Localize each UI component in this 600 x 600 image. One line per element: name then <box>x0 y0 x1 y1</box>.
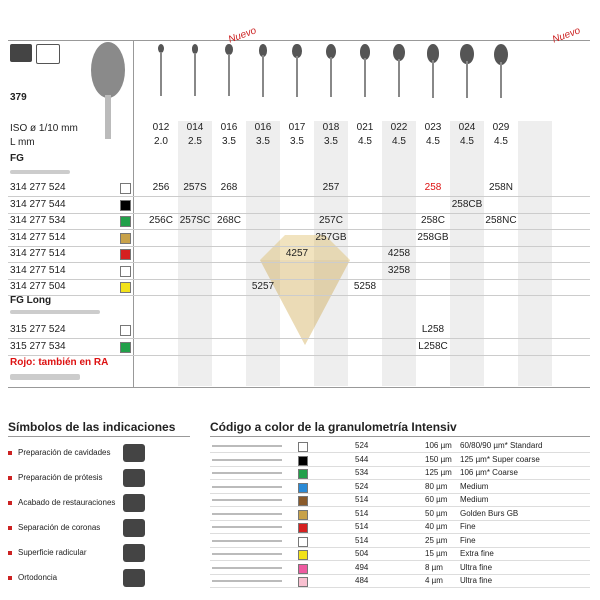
grit-standard: 106 µm* Coarse <box>460 468 518 477</box>
grit-code: 514 <box>355 522 369 531</box>
grit-color-swatch <box>298 510 308 520</box>
bur-shank-image <box>212 472 282 474</box>
article-code: 257S <box>183 182 207 193</box>
grit-code: 494 <box>355 562 369 572</box>
indication-item <box>8 567 188 589</box>
fg-row <box>8 213 590 230</box>
grit-color-swatch <box>298 523 308 533</box>
iso-size: 016 <box>220 122 238 133</box>
bur-shank-image <box>212 526 282 528</box>
fg-shank-image <box>10 170 70 174</box>
bullet-icon <box>8 526 12 530</box>
bur-shank-image <box>212 486 282 488</box>
article-code: 258N <box>489 182 513 193</box>
bur-shank-image <box>212 499 282 501</box>
grit-standard: Ultra fine <box>460 576 493 585</box>
grit-color-swatch <box>298 537 308 547</box>
grit-code: 544 <box>355 454 369 464</box>
grit-size: 25 µm <box>425 535 448 545</box>
fg-row <box>8 180 590 197</box>
fg-row <box>8 279 590 296</box>
article-code: 5258 <box>353 281 377 292</box>
iso-size: 016 <box>254 122 272 133</box>
length-value: 4.5 <box>426 136 440 147</box>
order-code: 314 277 514 <box>10 231 66 243</box>
bur-shank-image <box>212 459 282 461</box>
grit-row <box>210 535 590 548</box>
grit-standard: Ultra fine <box>460 562 493 572</box>
bur-shank-image <box>212 540 282 542</box>
grit-row <box>210 562 590 575</box>
grit-color-swatch <box>120 325 131 336</box>
indication-label: Superficie radicular <box>18 548 87 557</box>
group-fg-long: FG Long <box>10 295 52 306</box>
grit-row <box>210 494 590 507</box>
grit-standard: Fine <box>460 535 476 545</box>
grit-standard: 125 µm* Super coarse <box>460 454 540 464</box>
divider <box>210 436 590 437</box>
article-code: 258C <box>421 215 445 226</box>
article-code: 257GB <box>315 231 347 243</box>
grit-size: 15 µm <box>425 549 448 558</box>
length-value: 4.5 <box>460 136 474 147</box>
iso-size: 022 <box>390 122 408 133</box>
iso-size: 023 <box>424 122 442 133</box>
length-label: L mm <box>10 137 35 148</box>
article-code: 258GB <box>417 231 449 243</box>
grit-standard: Extra fine <box>460 549 494 558</box>
new-badge: Nuevo <box>550 25 582 46</box>
length-value: 3.5 <box>256 136 270 147</box>
bullet-icon <box>8 576 12 580</box>
ra-shank-image <box>10 374 80 380</box>
bullet-icon <box>8 501 12 505</box>
bur-shank-image <box>212 513 282 515</box>
indication-item <box>8 442 188 464</box>
article-code: 257C <box>319 215 343 226</box>
iso-size: 024 <box>458 122 476 133</box>
grit-color-swatch <box>298 577 308 587</box>
grit-standard: Golden Burs GB <box>460 508 519 518</box>
grit-size: 125 µm <box>425 468 452 477</box>
length-value: 4.5 <box>358 136 372 147</box>
grit-color-swatch <box>120 200 131 211</box>
bullet-icon <box>8 451 12 455</box>
new-badge: Nuevo <box>226 25 258 46</box>
grit-size: 40 µm <box>425 522 448 531</box>
article-code: 258 <box>424 182 442 193</box>
indication-icon <box>123 494 145 512</box>
article-code: L258 <box>421 324 445 335</box>
article-code: 268 <box>220 182 238 193</box>
divider <box>8 436 190 437</box>
indication-icon <box>123 469 145 487</box>
fg-row <box>8 263 590 280</box>
grit-size: 8 µm <box>425 562 443 572</box>
fg-long-row <box>8 322 590 339</box>
grit-row <box>210 521 590 534</box>
iso-size: 012 <box>152 122 170 133</box>
ra-note: Rojo: también en RA <box>10 357 109 368</box>
grit-color-swatch <box>298 550 308 560</box>
grit-row <box>210 467 590 480</box>
length-value: 4.5 <box>392 136 406 147</box>
iso-size: 017 <box>288 122 306 133</box>
grit-color-swatch <box>298 483 308 493</box>
length-value: 3.5 <box>324 136 338 147</box>
grit-color-swatch <box>298 496 308 506</box>
grit-size: 106 µm <box>425 441 452 450</box>
article-code: 4257 <box>285 248 309 259</box>
indication-label: Ortodoncia <box>18 573 58 582</box>
grit-color-swatch <box>120 342 131 353</box>
indication-icon <box>123 444 145 462</box>
article-code: 4258 <box>387 248 411 259</box>
fg-row <box>8 197 590 214</box>
symbols-title: Símbolos de las indicaciones <box>8 420 176 434</box>
article-code: L258C <box>418 340 448 352</box>
grit-size: 80 µm <box>425 481 448 491</box>
order-code: 315 277 534 <box>10 340 66 352</box>
grit-code: 484 <box>355 576 369 585</box>
grit-code: 514 <box>355 495 369 504</box>
order-code: 314 277 514 <box>10 248 66 259</box>
grit-title: Código a color de la granulometría Intensiv <box>210 420 457 434</box>
article-code: 3258 <box>387 264 411 276</box>
grit-code: 504 <box>355 549 369 558</box>
length-value: 2.0 <box>154 136 168 147</box>
grit-color-swatch <box>120 233 131 244</box>
order-code: 314 277 514 <box>10 264 66 276</box>
iso-size: 018 <box>322 122 340 133</box>
grit-standard: Fine <box>460 522 476 531</box>
iso-size: 029 <box>492 122 510 133</box>
article-code: 5257 <box>251 281 275 292</box>
grit-color-swatch <box>120 249 131 260</box>
order-code: 314 277 544 <box>10 198 66 210</box>
grit-code: 524 <box>355 441 369 450</box>
bur-shank-image <box>212 580 282 582</box>
indication-icon <box>123 544 145 562</box>
order-code: 315 277 524 <box>10 324 66 335</box>
article-code: 258CB <box>451 198 483 210</box>
fg-long-shank-image <box>10 310 100 314</box>
restoration-finish-icon <box>36 44 60 64</box>
indication-label: Preparación de prótesis <box>18 473 103 482</box>
indication-item <box>8 492 188 514</box>
iso-size: 014 <box>186 122 204 133</box>
grit-color-swatch <box>120 282 131 293</box>
indication-icon <box>123 569 145 587</box>
indication-label: Separación de coronas <box>18 523 101 532</box>
indication-label: Acabado de restauraciones <box>18 498 116 507</box>
length-value: 2.5 <box>188 136 202 147</box>
fg-row <box>8 230 590 247</box>
fg-long-row <box>8 339 590 356</box>
grit-size: 150 µm <box>425 454 452 464</box>
grit-color-swatch <box>120 216 131 227</box>
indication-item <box>8 517 188 539</box>
bur-shank-image <box>212 553 282 555</box>
grit-color-swatch <box>298 442 308 452</box>
grit-color-swatch <box>298 456 308 466</box>
length-value: 3.5 <box>222 136 236 147</box>
grit-row <box>210 575 590 588</box>
article-code: 257 <box>322 182 340 193</box>
grit-row <box>210 440 590 453</box>
grit-color-swatch <box>120 266 131 277</box>
grit-standard: Medium <box>460 495 489 504</box>
length-value: 3.5 <box>290 136 304 147</box>
grit-code: 524 <box>355 481 369 491</box>
cavity-prep-icon <box>10 44 32 62</box>
group-fg: FG <box>10 153 24 164</box>
length-value: 4.5 <box>494 136 508 147</box>
fg-row <box>8 246 590 263</box>
product-number: 379 <box>10 92 27 103</box>
article-code: 258NC <box>485 215 517 226</box>
grit-standard: 60/80/90 µm* Standard <box>460 441 543 450</box>
grit-row <box>210 548 590 561</box>
indication-item <box>8 467 188 489</box>
grit-row <box>210 508 590 521</box>
grit-row <box>210 481 590 494</box>
article-code: 268C <box>217 215 241 226</box>
indication-item <box>8 542 188 564</box>
grit-color-swatch <box>120 183 131 194</box>
article-code: 257SC <box>179 215 211 226</box>
bullet-icon <box>8 551 12 555</box>
grit-code: 514 <box>355 535 369 545</box>
bur-shank-image <box>212 445 282 447</box>
iso-label: ISO ø 1/10 mm <box>10 123 78 134</box>
grit-color-swatch <box>298 564 308 574</box>
indication-icon <box>123 519 145 537</box>
grit-size: 4 µm <box>425 576 443 585</box>
order-code: 314 277 534 <box>10 215 66 226</box>
bur-shank-image <box>212 567 282 569</box>
grit-standard: Medium <box>460 481 489 491</box>
article-code: 256C <box>149 215 173 226</box>
grit-size: 60 µm <box>425 495 448 504</box>
iso-size: 021 <box>356 122 374 133</box>
grit-size: 50 µm <box>425 508 448 518</box>
grit-code: 534 <box>355 468 369 477</box>
grit-color-swatch <box>298 469 308 479</box>
grit-row <box>210 454 590 467</box>
order-code: 314 277 504 <box>10 281 66 292</box>
article-code: 256 <box>152 182 170 193</box>
order-code: 314 277 524 <box>10 182 66 193</box>
grit-code: 514 <box>355 508 369 518</box>
bullet-icon <box>8 476 12 480</box>
indication-label: Preparación de cavidades <box>18 448 111 457</box>
